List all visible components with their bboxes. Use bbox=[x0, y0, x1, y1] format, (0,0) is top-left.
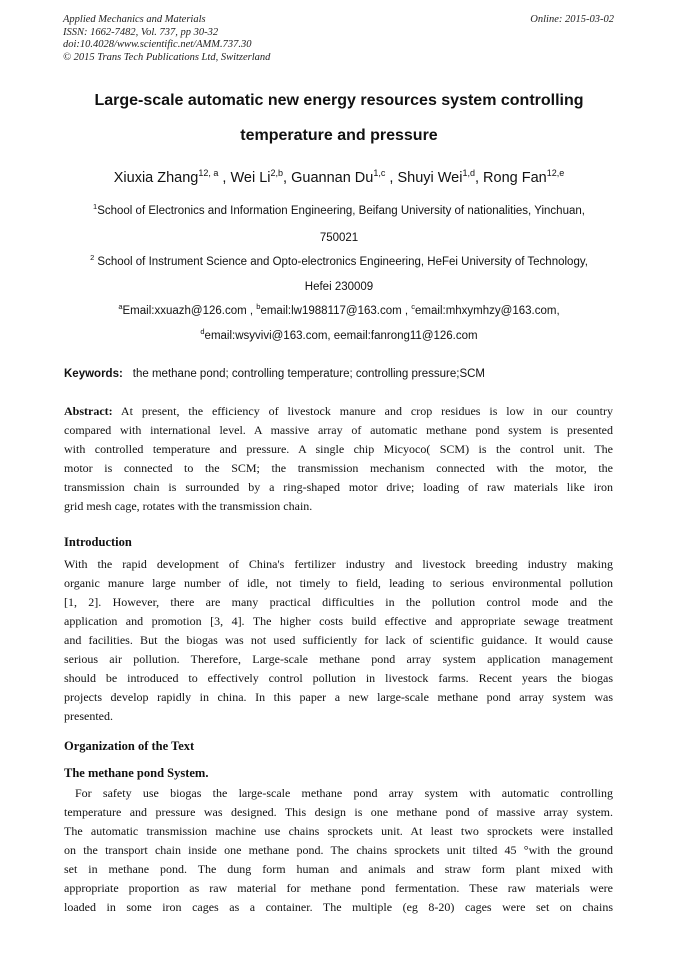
intro-line: With the rapid development of China's fertilizer industry and livestock breeding industry making bbox=[64, 557, 613, 571]
introduction-heading: Introduction bbox=[64, 535, 132, 549]
doi-line: doi:10.4028/www.scientific.net/AMM.737.30 bbox=[63, 39, 252, 50]
keywords-label: Keywords: bbox=[64, 368, 123, 380]
email-d: email:wsyvivi@163.com, eemail:fanrong11@126.com bbox=[204, 330, 478, 342]
affiliation-1-line-1 bbox=[62, 202, 616, 217]
abstract-line: grid mesh cage, rotates with the transmission chain. bbox=[64, 499, 313, 513]
email-line-1 bbox=[62, 302, 616, 317]
email-c-sup: c bbox=[411, 302, 416, 311]
author-name: Shuyi Wei bbox=[397, 170, 463, 186]
author-sep: , bbox=[218, 170, 231, 186]
author-list bbox=[30, 170, 648, 186]
online-date: Online: 2015-03-02 bbox=[530, 14, 614, 25]
abstract-line: with controlled temperature and pressure. A single chip Micyoco( SCM) is the control unit. The bbox=[64, 442, 613, 456]
intro-line: and facilities. But the biogas was not used sufficiently for lack of scientific guidance. It would cause bbox=[64, 633, 613, 647]
affiliation-1-line-2: 750021 bbox=[319, 232, 359, 244]
abstract-paragraph bbox=[64, 402, 613, 516]
abstract-line-1 bbox=[64, 402, 613, 421]
author-sep: , bbox=[385, 170, 398, 186]
intro-line: serious air pollution. Therefore, Large-scale methane pond array system application management bbox=[64, 652, 613, 666]
abstract-line: motor is connected to the SCM; the transmission mechanism connected with the motor, the bbox=[64, 461, 613, 475]
author-name: Guannan Du bbox=[291, 170, 374, 186]
methane-pond-subheading: The methane pond System. bbox=[64, 766, 209, 780]
affiliation-2-line-1 bbox=[62, 253, 616, 268]
methane-line: The automatic transmission machine use chains sprockets unit. At least two sprockets were installed bbox=[64, 824, 613, 838]
author-sup: 1,c bbox=[373, 168, 386, 178]
affiliation-2-text: School of Instrument Science and Opto-electronics Engineering, HeFei University of Technology, bbox=[94, 256, 588, 268]
author-name: Xiuxia Zhang bbox=[113, 170, 199, 186]
journal-name: Applied Mechanics and Materials bbox=[63, 14, 206, 25]
author-sup: 2,b bbox=[270, 168, 284, 178]
author-sup: 1,d bbox=[462, 168, 475, 178]
organization-heading: Organization of the Text bbox=[64, 739, 195, 753]
methane-line: loaded in some iron cages as a container. The multiple (eg 8-20) cages were set on chains bbox=[64, 900, 613, 914]
methane-line: appropriate proportion as raw material for methane pond fermentation. These raw materials were bbox=[64, 881, 613, 895]
methane-line: For safety use biogas the large-scale methane pond array system with automatic controlling bbox=[75, 786, 613, 800]
abstract-label: Abstract: bbox=[64, 404, 113, 418]
affiliation-1-sup: 1 bbox=[93, 202, 98, 211]
introduction-paragraph bbox=[64, 555, 613, 726]
author-sep: , bbox=[283, 170, 292, 186]
email-c: email:mhxymhzy@163.com, bbox=[415, 305, 560, 317]
email-d-sup: d bbox=[200, 327, 205, 336]
abstract-line-text: At present, the efficiency of livestock manure and crop residues is low in our country bbox=[112, 404, 613, 418]
author-sep: , bbox=[474, 170, 484, 186]
methane-line: on the transport chain inside one methane pond. The chains sprockets unit tilted 45 °with the ground bbox=[64, 843, 613, 857]
affiliation-2-line-2: Hefei 230009 bbox=[304, 281, 374, 293]
paper-title-line-1: Large-scale automatic new energy resources system controlling bbox=[94, 92, 584, 109]
affiliation-2-sup: 2 bbox=[90, 253, 95, 262]
email-b: email:lw1988117@163.com , bbox=[260, 305, 412, 317]
methane-line: temperature and pressure was designed. This design is one methane pond of massive array system. bbox=[64, 805, 613, 819]
paper-title-line-2: temperature and pressure bbox=[240, 127, 438, 144]
methane-pond-paragraph bbox=[64, 784, 613, 917]
email-line-2 bbox=[62, 327, 616, 342]
methane-line: set in methane pond. The dung form human and animals and straw form plant mixed with bbox=[64, 862, 613, 876]
intro-line: [1, 2]. However, there are many practical difficulties in the pollution control mode and the bbox=[64, 595, 613, 609]
intro-line: organic manure large number of idle, not timely to field, leading to serious environmental pollution bbox=[64, 576, 613, 590]
email-a-sup: a bbox=[118, 302, 123, 311]
abstract-line: transmission chain is surrounded by a ring-shaped motor drive; loading of raw materials like iron bbox=[64, 480, 613, 494]
author-name: Wei Li bbox=[230, 170, 271, 186]
keywords bbox=[64, 368, 485, 380]
author-sup: 12,e bbox=[546, 168, 565, 178]
issn-line: ISSN: 1662-7482, Vol. 737, pp 30-32 bbox=[63, 26, 219, 38]
abstract-line: compared with international level. A massive array of automatic methane pond system is presented bbox=[64, 423, 613, 437]
author-name: Rong Fan bbox=[483, 170, 547, 186]
email-b-sup: b bbox=[256, 302, 261, 311]
journal-header bbox=[63, 14, 270, 64]
affiliation-1-text: School of Electronics and Information Engineering, Beifang University of nationalities, Yinchuan, bbox=[97, 205, 585, 217]
intro-line: presented. bbox=[64, 709, 113, 723]
copyright-line: © 2015 Trans Tech Publications Ltd, Switzerland bbox=[63, 51, 271, 63]
email-a: Email:xxuazh@126.com , bbox=[122, 305, 257, 317]
author-sup: 12, a bbox=[198, 168, 219, 178]
keywords-text: the methane pond; controlling temperature; controlling pressure;SCM bbox=[132, 368, 486, 380]
intro-line: application and promotion [3, 4]. The higher costs build effective and appropriate sewage treatment bbox=[64, 614, 613, 628]
intro-line: projects develop rapidly in china. In this paper a new large-scale methane pond array system was bbox=[64, 690, 613, 704]
intro-line: should be introduced to effectively control pollution in livestock farms. Recent years the biogas bbox=[64, 671, 613, 685]
